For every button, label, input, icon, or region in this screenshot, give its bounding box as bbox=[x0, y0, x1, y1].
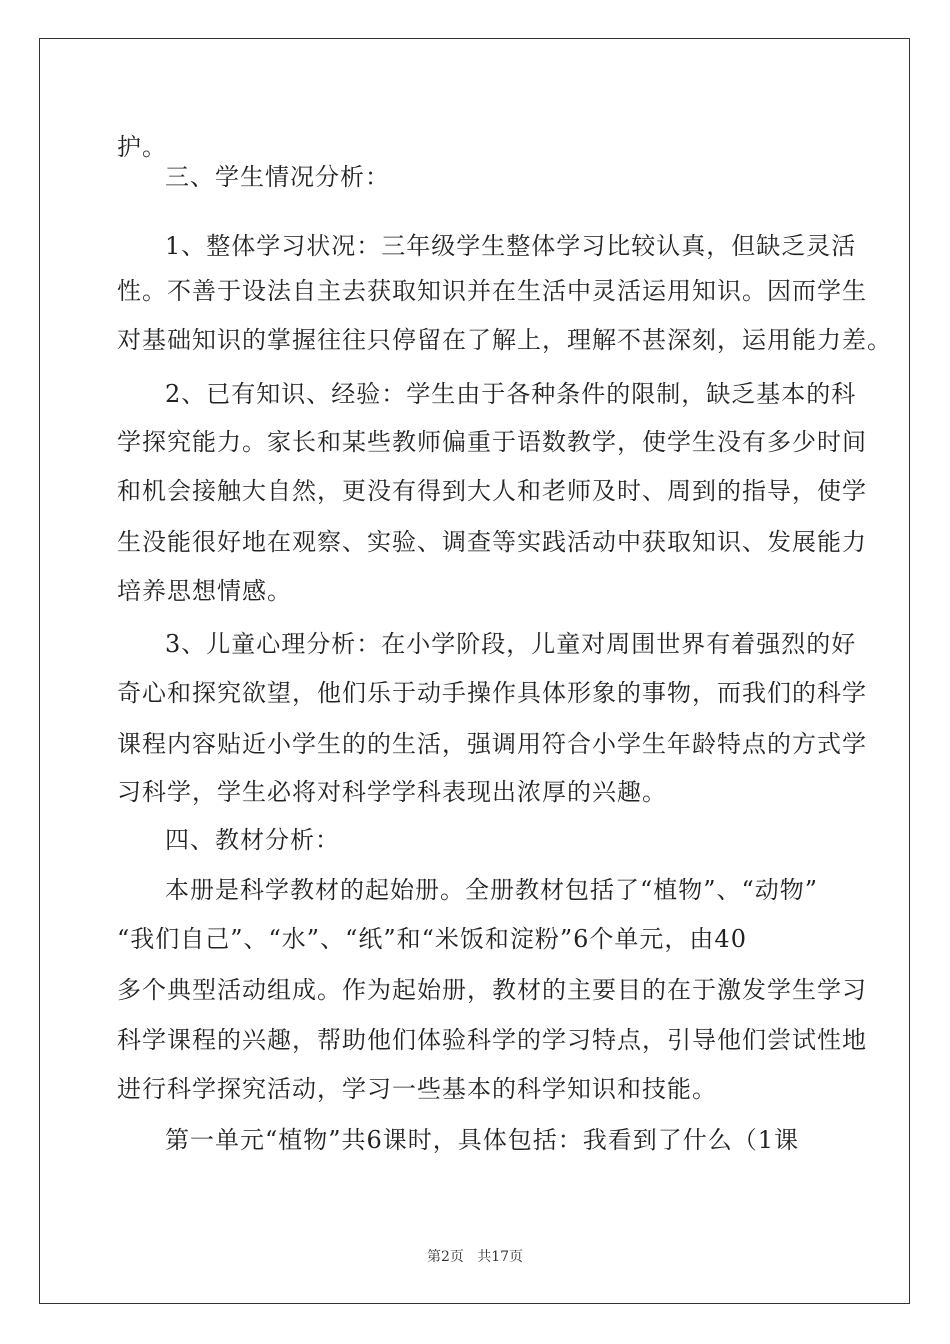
text-line: 护。 bbox=[117, 133, 167, 161]
text-line: 进行科学探究活动，学习一些基本的科学知识和技能。 bbox=[117, 1075, 717, 1103]
text-line: 学探究能力。家长和某些教师偏重于语数教学，使学生没有多少时间 bbox=[117, 428, 867, 456]
text-line: “我们自己”、“水”、“纸”和“米饭和淀粉”6个单元，由40 bbox=[117, 925, 747, 953]
text-line: 课程内容贴近小学生的的生活，强调用符合小学生年龄特点的方式学 bbox=[117, 730, 867, 758]
text-line: 习科学，学生必将对科学学科表现出浓厚的兴趣。 bbox=[117, 778, 667, 806]
text-line: 科学课程的兴趣，帮助他们体验科学的学习特点，引导他们尝试性地 bbox=[117, 1026, 867, 1054]
text-line: 第一单元“植物”共6课时，具体包括：我看到了什么（1课 bbox=[165, 1126, 800, 1154]
text-line: 性。不善于设法自主去获取知识并在生活中灵活运用知识。因而学生 bbox=[117, 277, 867, 305]
text-line: 多个典型活动组成。作为起始册，教材的主要目的在于激发学生学习 bbox=[117, 976, 867, 1004]
section-heading: 四、教材分析： bbox=[165, 826, 340, 854]
page-number-footer: 第2页 共17页 bbox=[426, 1249, 524, 1265]
section-heading: 三、学生情况分析： bbox=[165, 163, 390, 191]
text-line: 对基础知识的掌握往往只停留在了解上，理解不甚深刻，运用能力差。 bbox=[117, 326, 892, 354]
text-line: 3、儿童心理分析：在小学阶段，儿童对周围世界有着强烈的好 bbox=[165, 630, 857, 658]
text-line: 和机会接触大自然，更没有得到大人和老师及时、周到的指导，使学 bbox=[117, 477, 867, 505]
text-line: 2、已有知识、经验：学生由于各种条件的限制，缺乏基本的科 bbox=[165, 380, 857, 408]
text-line: 培养思想情感。 bbox=[117, 577, 292, 605]
text-line: 1、整体学习状况：三年级学生整体学习比较认真，但缺乏灵活 bbox=[165, 232, 857, 260]
text-line: 奇心和探究欲望，他们乐于动手操作具体形象的事物，而我们的科学 bbox=[117, 679, 867, 707]
text-line: 生没能很好地在观察、实验、调查等实践活动中获取知识、发展能力 bbox=[117, 528, 867, 556]
text-line: 本册是科学教材的起始册。全册教材包括了“植物”、“动物” bbox=[165, 876, 819, 904]
